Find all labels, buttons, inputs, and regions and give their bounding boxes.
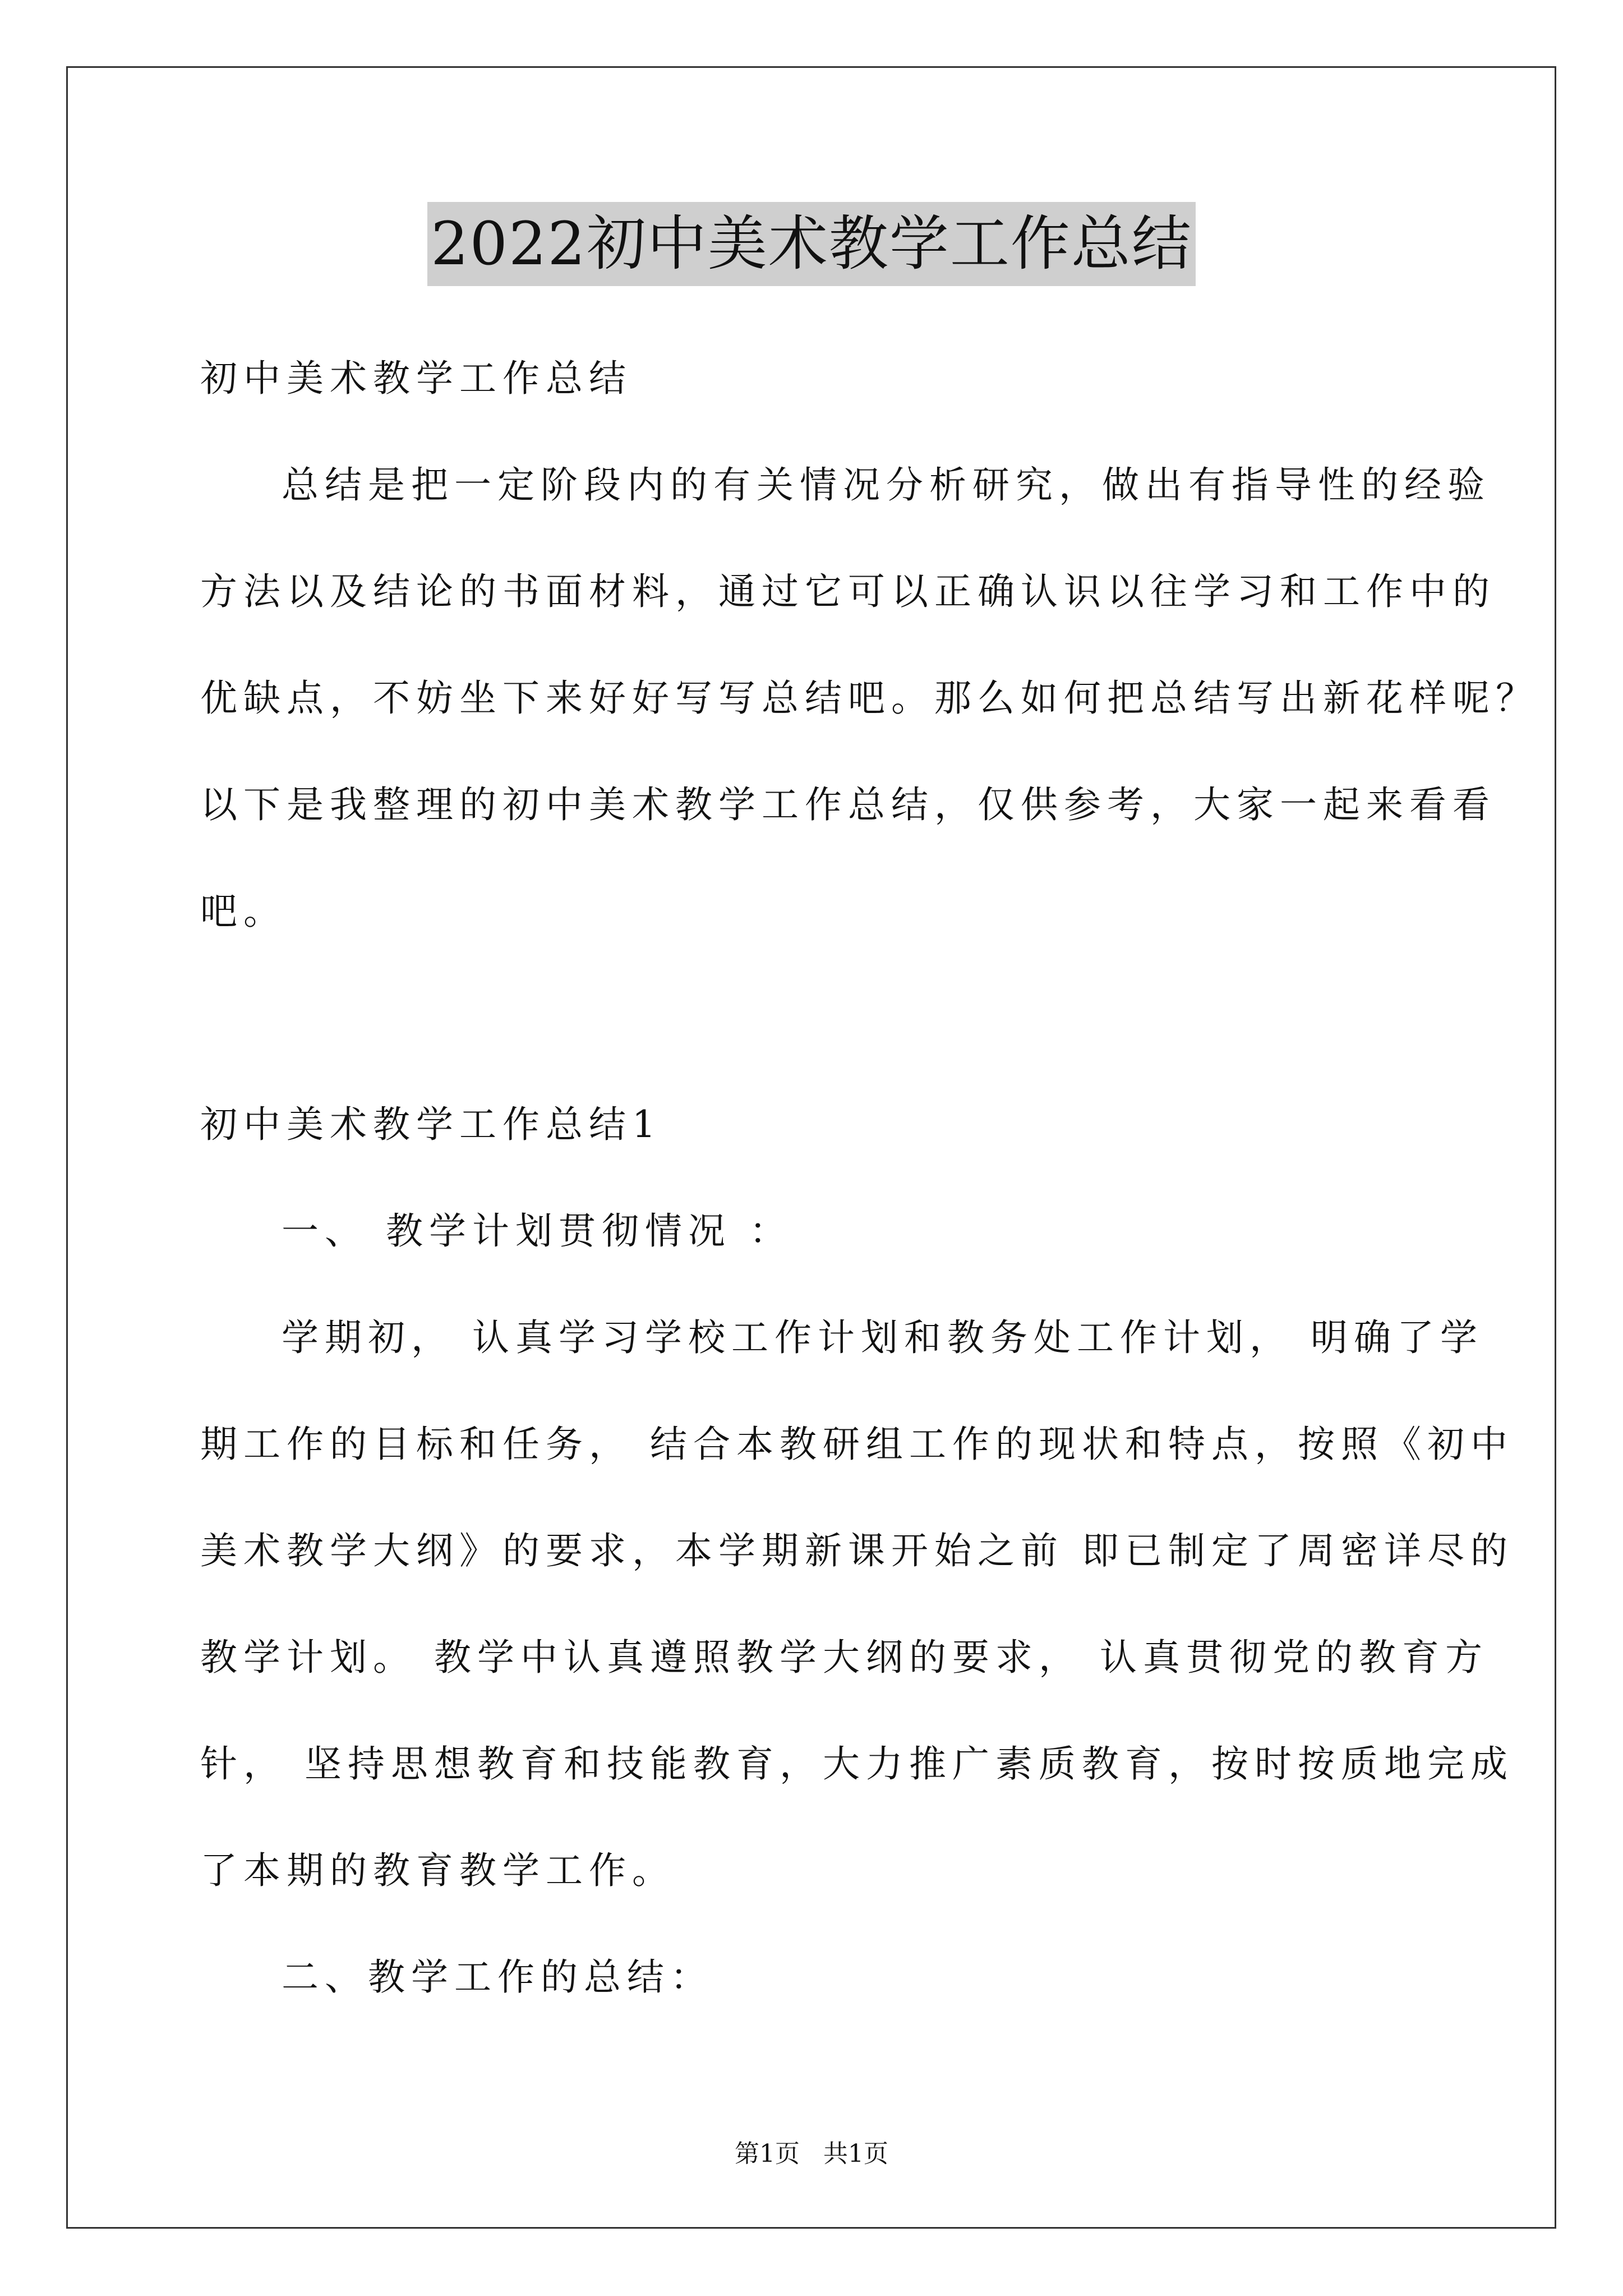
body-line: 美术教学大纲》的要求，本学期新课开始之前 即已制定了周密详尽的: [200, 1529, 1514, 1572]
body-line: 期工作的目标和任务， 结合本教研组工作的现状和特点，按照《初中: [200, 1423, 1514, 1466]
intro-line: 优缺点，不妨坐下来好好写写总结吧。那么如何把总结写出新花样呢？: [200, 677, 1539, 720]
body-line: 教学计划。 教学中认真遵照教学大纲的要求， 认真贯彻党的教育方: [200, 1636, 1488, 1679]
intro-line: 方法以及结论的书面材料，通过它可以正确认识以往学习和工作中的: [200, 570, 1496, 613]
title-container: [0, 202, 1623, 286]
document-subtitle: 初中美术教学工作总结: [200, 357, 632, 400]
section-heading: 初中美术教学工作总结1: [200, 1103, 662, 1146]
body-line: 学期初， 认真学习学校工作计划和教务处工作计划， 明确了学: [282, 1316, 1483, 1359]
intro-line: 总结是把一定阶段内的有关情况分析研究，做出有指导性的经验: [282, 463, 1491, 507]
item-heading: 二、教学工作的总结：: [282, 1955, 713, 1999]
intro-line: 以下是我整理的初中美术教学工作总结，仅供参考，大家一起来看看: [200, 783, 1496, 826]
item-heading: 一、 教学计划贯彻情况 ：: [282, 1209, 792, 1253]
page-number: 第1页: [735, 2139, 800, 2168]
document-title: 2022初中美术教学工作总结: [427, 202, 1196, 286]
body-line: 了本期的教育教学工作。: [200, 1849, 675, 1892]
page-footer: [0, 2137, 1623, 2171]
body-line: 针， 坚持思想教育和技能教育，大力推广素质教育，按时按质地完成: [200, 1742, 1514, 1786]
page-total: 共1页: [823, 2139, 888, 2168]
intro-line: 吧。: [200, 890, 287, 933]
